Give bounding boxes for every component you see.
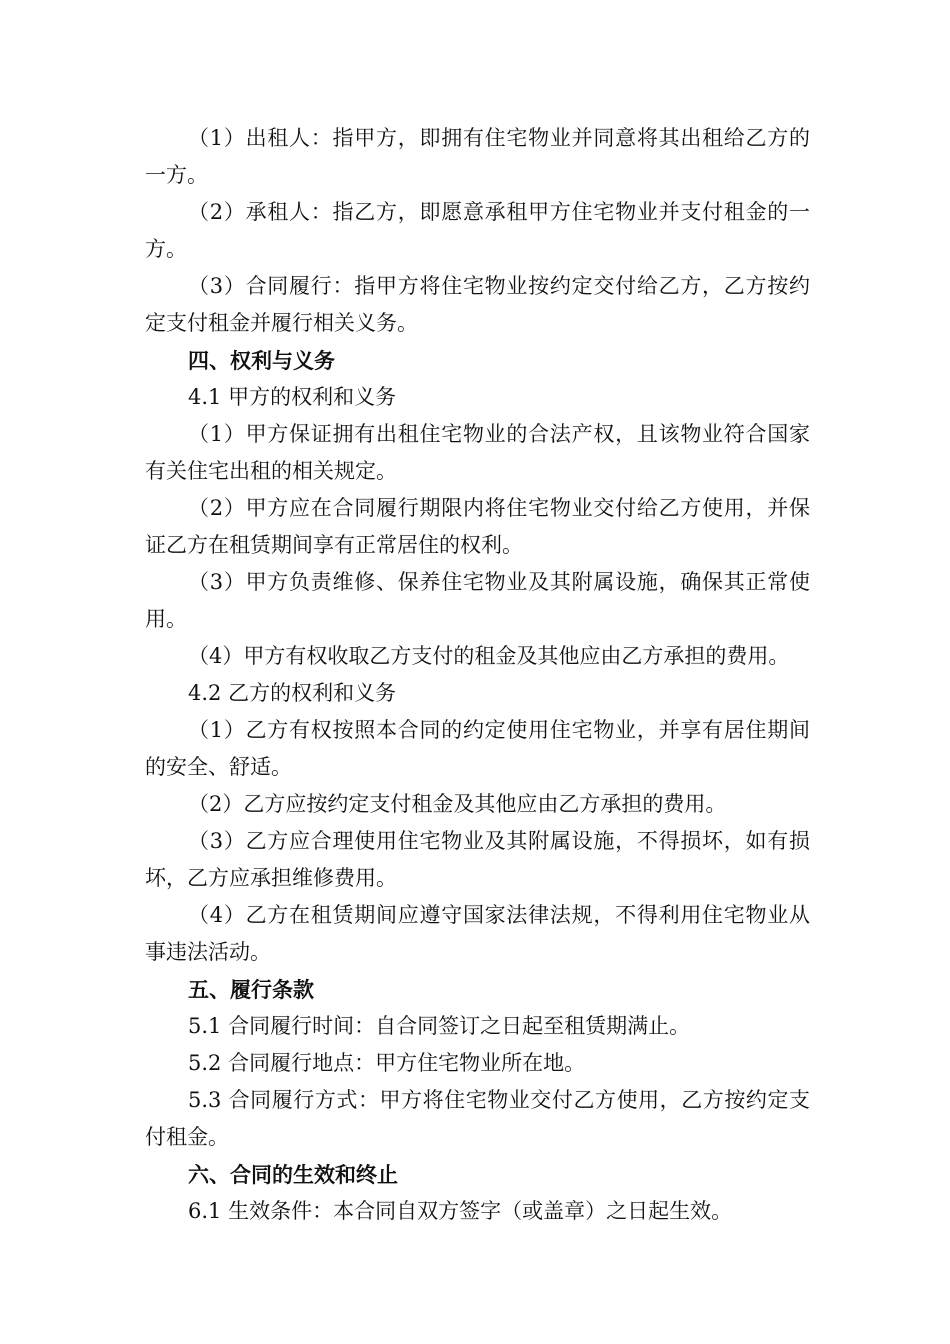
party-a-clause-4: （4）甲方有权收取乙方支付的租金及其他应由乙方承担的费用。 bbox=[188, 644, 790, 668]
document-page bbox=[145, 120, 810, 1230]
party-b-clause-4: （4）乙方在租赁期间应遵守国家法律法规，不得利用住宅物业从事违法活动。 bbox=[145, 903, 810, 964]
section-heading-effect-termination: 六、合同的生效和终止 bbox=[188, 1162, 398, 1187]
section-heading-performance: 五、履行条款 bbox=[188, 977, 314, 1002]
definition-lessee: （2）承租人：指乙方，即愿意承租甲方住宅物业并支付租金的一方。 bbox=[145, 200, 810, 261]
party-b-clause-3: （3）乙方应合理使用住宅物业及其附属设施，不得损坏，如有损坏，乙方应承担维修费用。 bbox=[145, 829, 810, 890]
performance-location-clause: 5.2 合同履行地点：甲方住宅物业所在地。 bbox=[188, 1051, 586, 1075]
definition-lessor: （1）出租人：指甲方，即拥有住宅物业并同意将其出租给乙方的一方。 bbox=[145, 126, 810, 187]
party-b-clause-2: （2）乙方应按约定支付租金及其他应由乙方承担的费用。 bbox=[188, 792, 727, 816]
subsection-heading-party-b: 4.2 乙方的权利和义务 bbox=[188, 681, 397, 705]
definition-performance: （3）合同履行：指甲方将住宅物业按约定交付给乙方，乙方按约定支付租金并履行相关义务。 bbox=[145, 274, 810, 335]
party-b-clause-1: （1）乙方有权按照本合同的约定使用住宅物业，并享有居住期间的安全、舒适。 bbox=[145, 718, 810, 779]
performance-time-clause: 5.1 合同履行时间：自合同签订之日起至租赁期满止。 bbox=[188, 1014, 691, 1038]
party-a-clause-2: （2）甲方应在合同履行期限内将住宅物业交付给乙方使用，并保证乙方在租赁期间享有正常居住的权利。 bbox=[145, 496, 810, 557]
party-a-clause-3: （3）甲方负责维修、保养住宅物业及其附属设施，确保其正常使用。 bbox=[145, 570, 810, 631]
party-a-clause-1: （1）甲方保证拥有出租住宅物业的合法产权，且该物业符合国家有关住宅出租的相关规定。 bbox=[145, 422, 810, 483]
effective-condition-clause: 6.1 生效条件：本合同自双方签字（或盖章）之日起生效。 bbox=[188, 1199, 733, 1223]
performance-method-clause: 5.3 合同履行方式：甲方将住宅物业交付乙方使用，乙方按约定支付租金。 bbox=[145, 1088, 810, 1149]
subsection-heading-party-a: 4.1 甲方的权利和义务 bbox=[188, 385, 397, 409]
section-heading-rights-obligations: 四、权利与义务 bbox=[188, 348, 335, 373]
